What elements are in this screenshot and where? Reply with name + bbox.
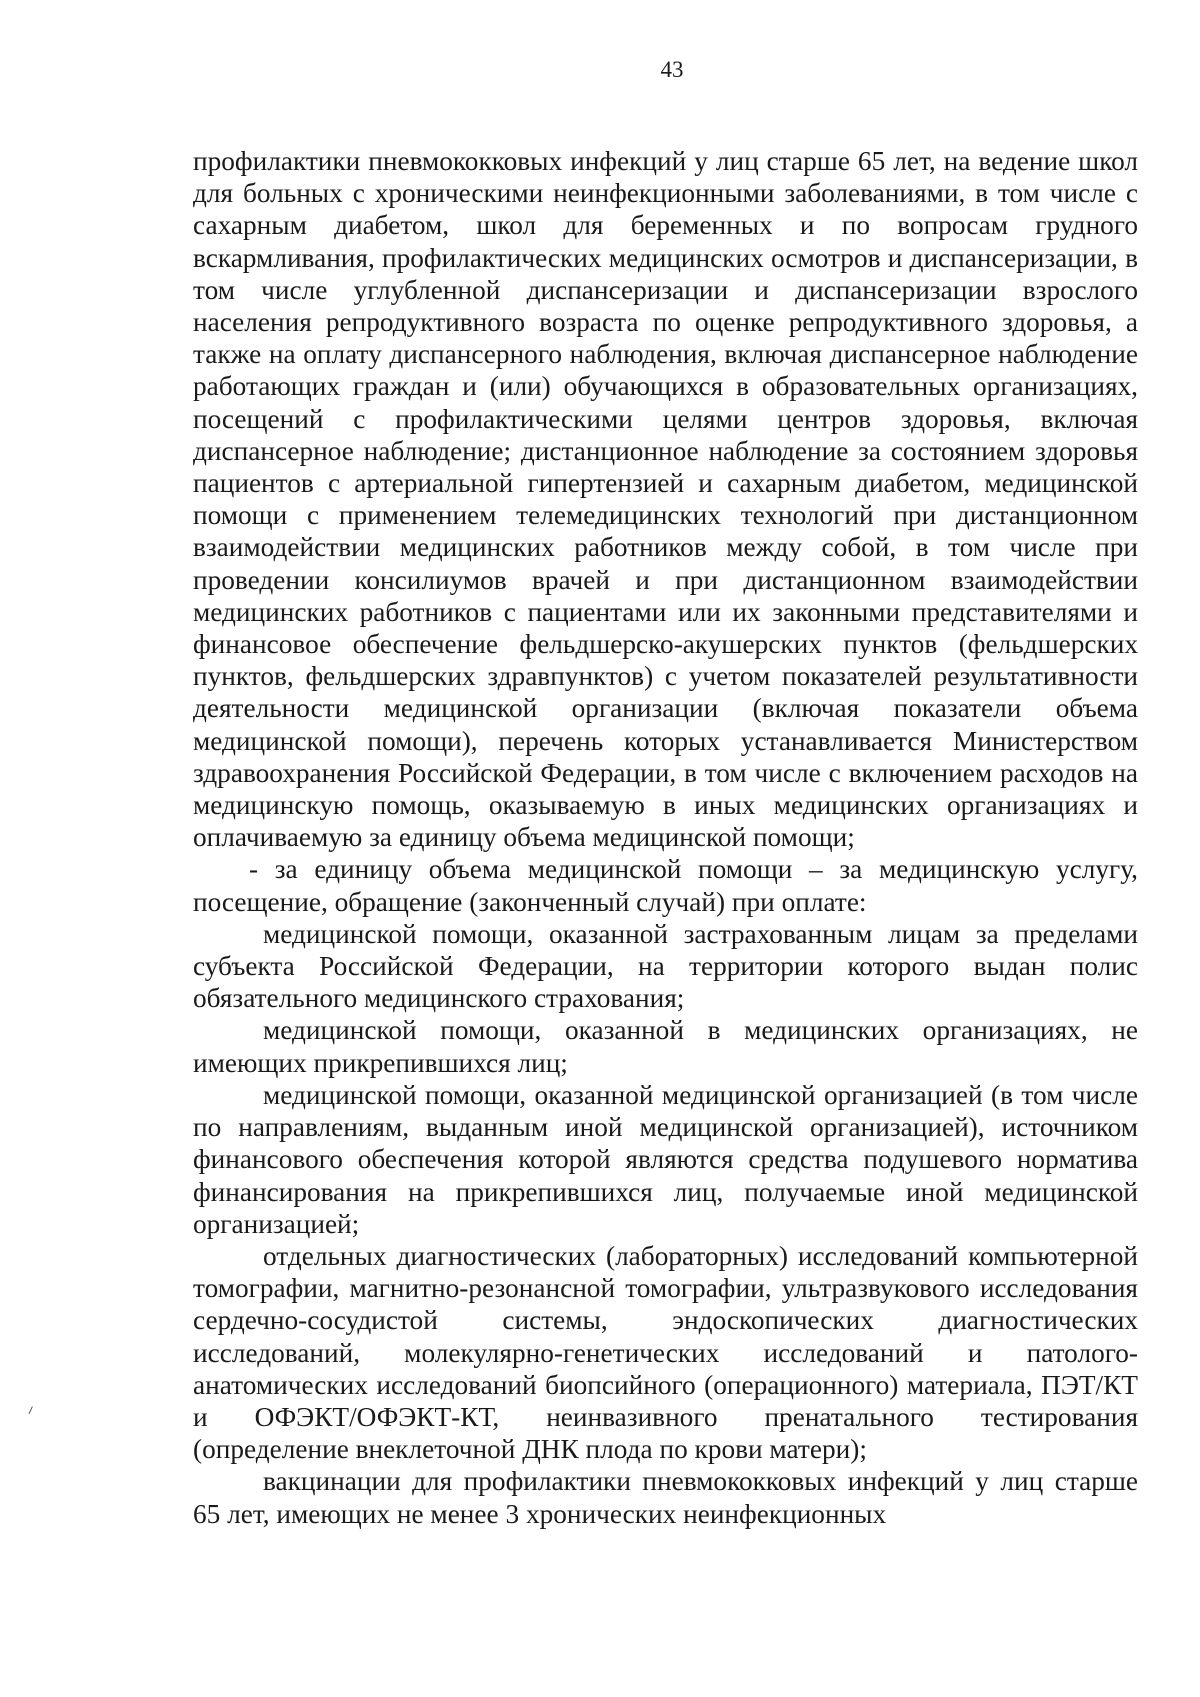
- paragraph: медицинской помощи, оказанной в медицинских организациях, не имеющих прикрепившихся лиц;: [193, 1015, 1138, 1078]
- paragraph: вакцинации для профилактики пневмококковых инфекций у лиц старше 65 лет, имеющих не менее 3 хронических неинфекционных: [193, 1466, 1138, 1529]
- paragraph: медицинской помощи, оказанной медицинской организацией (в том числе по направлениям, выданным иной медицинской организацией), источником финансового обеспечения которой являются средства подушевого норматива финансирования на прикрепившихся лиц, получаемые иной медицинской организацией;: [193, 1079, 1138, 1239]
- document-body: [193, 145, 1138, 1530]
- page-number: 43: [660, 57, 684, 82]
- paragraph: - за единицу объема медицинской помощи – за медицинскую услугу, посещение, обращение (законченный случай) при оплате:: [193, 854, 1138, 917]
- paragraph: медицинской помощи, оказанной застрахованным лицам за пределами субъекта Российской Федерации, на территории которого выдан полис обязательного медицинского страхования;: [193, 918, 1138, 1014]
- paragraph: отдельных диагностических (лабораторных) исследований компьютерной томографии, магнитно-резонансной томографии, ультразвукового исследования сердечно-сосудистой системы, эндоскопических диагностических исследований, молекулярно-генетических исследований и патолого-анатомических исследований биопсийного (операционного) материала, ПЭТ/КТ и ОФЭКТ/ОФЭКТ-КТ, неинвазивного пренатального тестирования (определение внеклеточной ДНК плода по крови матери);: [193, 1240, 1138, 1465]
- paragraph: профилактики пневмококковых инфекций у лиц старше 65 лет, на ведение школ для больных с хроническими неинфекционными заболеваниями, в том числе с сахарным диабетом, школ для беременных и по вопросам грудного вскармливания, профилактических медицинских осмотров и диспансеризации, в том числе углубленной диспансеризации и диспансеризации взрослого населения репродуктивного возраста по оценке репродуктивного здоровья, а также на оплату диспансерного наблюдения, включая диспансерное наблюдение работающих граждан и (или) обучающихся в образовательных организациях, посещений с профилактическими целями центров здоровья, включая диспансерное наблюдение; дистанционное наблюдение за состоянием здоровья пациентов с артериальной гипертензией и сахарным диабетом, медицинской помощи с применением телемедицинских технологий при дистанционном взаимодействии медицинских работников между собой, в том числе при проведении консилиумов врачей и при дистанционном взаимодействии медицинских работников с пациентами или их законными представителями и финансовое обеспечение фельдшерско-акушерских пунктов (фельдшерских пунктов, фельдшерских здравпунктов) с учетом показателей результативности деятельности медицинской организации (включая показатели объема медицинской помощи), перечень которых устанавливается Министерством здравоохранения Российской Федерации, в том числе с включением расходов на медицинскую помощь, оказываемую в иных медицинских организациях и оплачиваемую за единицу объема медицинской помощи;: [193, 146, 1138, 853]
- scan-mark: [29, 1406, 37, 1415]
